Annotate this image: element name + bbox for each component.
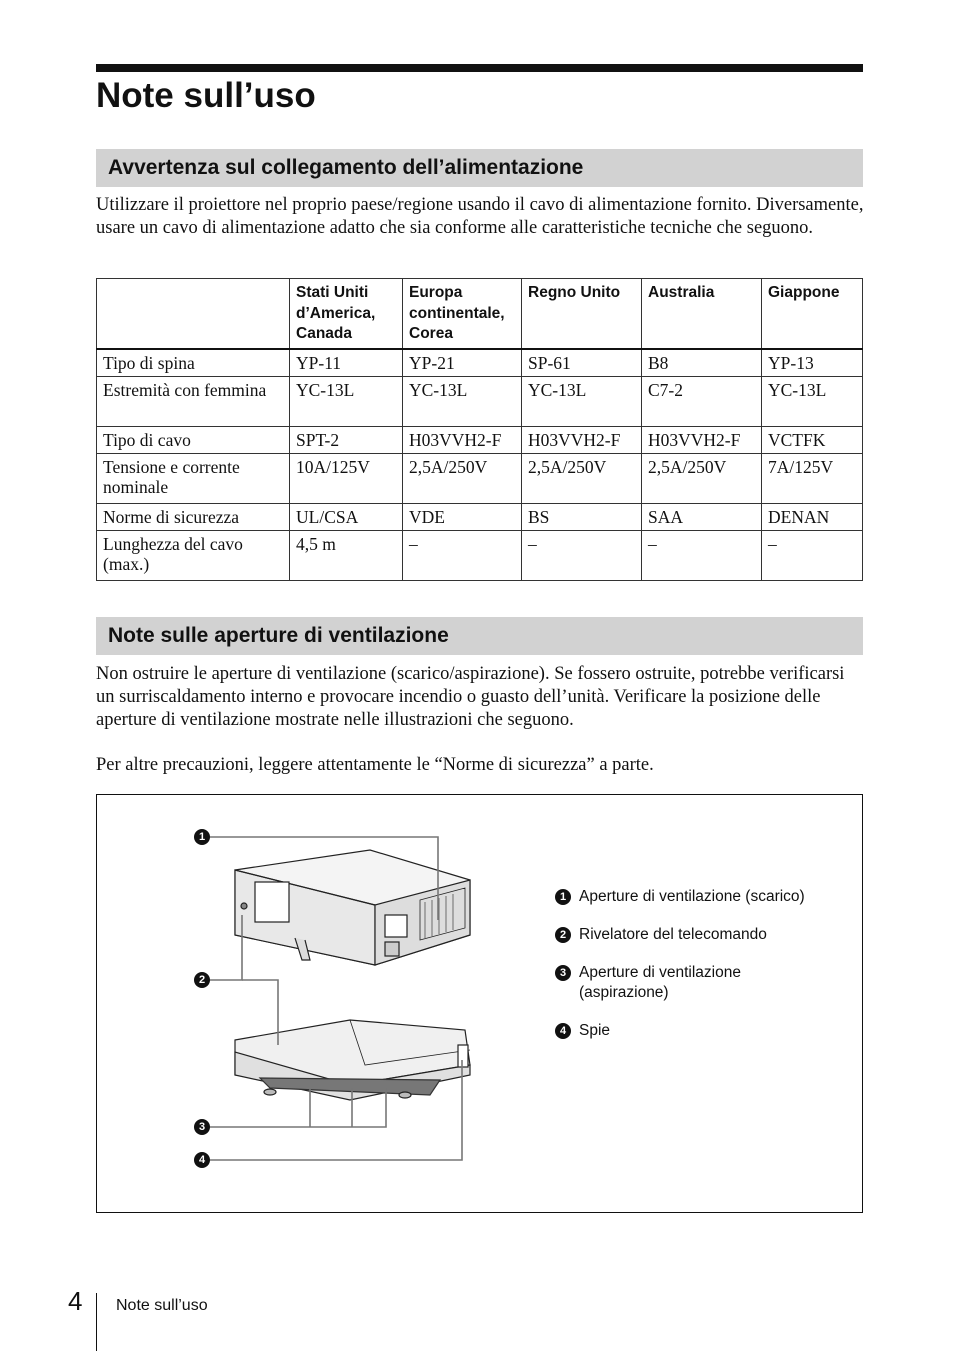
table-row-header: Lunghezza del cavo (max.) (97, 530, 290, 580)
legend-label: Aperture di ventilazione (scarico) (579, 888, 805, 905)
table-cell: 2,5A/250V (642, 453, 762, 503)
table-header-cell: Stati Uniti d’America, Canada (290, 279, 403, 349)
page-title: Note sull’uso (96, 76, 316, 115)
table-cell: SAA (642, 503, 762, 530)
callout-1: 1 (194, 829, 210, 845)
legend-number: 2 (555, 927, 571, 943)
table-row-header: Estremità con femmina (97, 376, 290, 426)
table-cell: VDE (403, 503, 522, 530)
table-header-cell: Regno Unito (522, 279, 642, 349)
table-cell: H03VVH2-F (522, 426, 642, 453)
table-row-header: Tipo di cavo (97, 426, 290, 453)
table-cell: BS (522, 503, 642, 530)
ventilation-paragraph: Non ostruire le aperture di ventilazione (scarico/aspirazione). Se fossero ostruite, potrebbe verificarsi un surriscaldamento interno e provocare incendio o guasto dell’unità. Verificare la posizione delle aperture di ventilazione mostrate nelle illustrazioni che seguono. (96, 664, 845, 730)
legend-item (555, 1021, 805, 1041)
table-cell: – (762, 530, 863, 580)
table-cell: C7-2 (642, 376, 762, 426)
table-cell: SP-61 (522, 349, 642, 377)
table-header-cell (97, 279, 290, 349)
table-row-header: Norme di sicurezza (97, 503, 290, 530)
table-cell: 2,5A/250V (522, 453, 642, 503)
page-number: 4 (68, 1286, 83, 1316)
table-cell: 10A/125V (290, 453, 403, 503)
legend-label: Spie (579, 1022, 611, 1039)
legend-item (555, 963, 779, 1003)
table-header-cell: Giappone (762, 279, 863, 349)
table-cell: YC-13L (403, 376, 522, 426)
section-heading-ventilation (96, 617, 863, 655)
footer-label: Note sull’uso (116, 1297, 208, 1314)
precautions-paragraph: Per altre precauzioni, leggere attentamente le “Norme di sicurezza” a parte. (96, 755, 654, 775)
table-row (97, 530, 863, 580)
table-cell: YC-13L (290, 376, 403, 426)
table-cell: 2,5A/250V (403, 453, 522, 503)
table-row-header: Tipo di spina (97, 349, 290, 377)
table-header-cell: Australia (642, 279, 762, 349)
table-cell: UL/CSA (290, 503, 403, 530)
footer-rule (96, 1293, 97, 1351)
table-cell: YP-21 (403, 349, 522, 377)
table-cell: DENAN (762, 503, 863, 530)
table-header-row (97, 279, 863, 349)
legend-label: Rivelatore del telecomando (579, 926, 767, 943)
table-cell: YP-13 (762, 349, 863, 377)
callout-2: 2 (194, 972, 210, 988)
section-heading-text: Note sulle aperture di ventilazione (108, 624, 449, 647)
table-row (97, 453, 863, 503)
table-cell: YC-13L (522, 376, 642, 426)
table-cell: 7A/125V (762, 453, 863, 503)
section-heading-text: Avvertenza sul collegamento dell’alimentazione (108, 156, 584, 179)
table-cell: VCTFK (762, 426, 863, 453)
table-cell: H03VVH2-F (642, 426, 762, 453)
legend-label: Aperture di ventilazione (aspirazione) (579, 964, 741, 1001)
power-cord-spec-table (96, 278, 863, 581)
table-cell: SPT-2 (290, 426, 403, 453)
table-cell: – (522, 530, 642, 580)
legend-item (555, 925, 805, 945)
table-cell: YP-11 (290, 349, 403, 377)
callout-4: 4 (194, 1152, 210, 1168)
top-rule (96, 64, 863, 72)
figure-legend (555, 887, 805, 1059)
legend-number: 1 (555, 889, 571, 905)
callout-3: 3 (194, 1119, 210, 1135)
table-cell: 4,5 m (290, 530, 403, 580)
table-cell: YC-13L (762, 376, 863, 426)
table-cell: – (642, 530, 762, 580)
legend-number: 3 (555, 965, 571, 981)
table-row (97, 349, 863, 377)
table-row (97, 376, 863, 426)
power-paragraph: Utilizzare il proiettore nel proprio paese/regione usando il cavo di alimentazione fornito. Diversamente, usare un cavo di alimentazione adatto che sia conforme alle caratteristiche tecniche che seguono. (96, 195, 864, 238)
projector-illustration (180, 820, 500, 1180)
table-cell: B8 (642, 349, 762, 377)
legend-item (555, 887, 805, 907)
table-cell: H03VVH2-F (403, 426, 522, 453)
legend-number: 4 (555, 1023, 571, 1039)
table-row (97, 503, 863, 530)
table-row-header: Tensione e corrente nominale (97, 453, 290, 503)
table-cell: – (403, 530, 522, 580)
table-row (97, 426, 863, 453)
section-heading-power (96, 149, 863, 187)
table-header-cell: Europa continentale, Corea (403, 279, 522, 349)
